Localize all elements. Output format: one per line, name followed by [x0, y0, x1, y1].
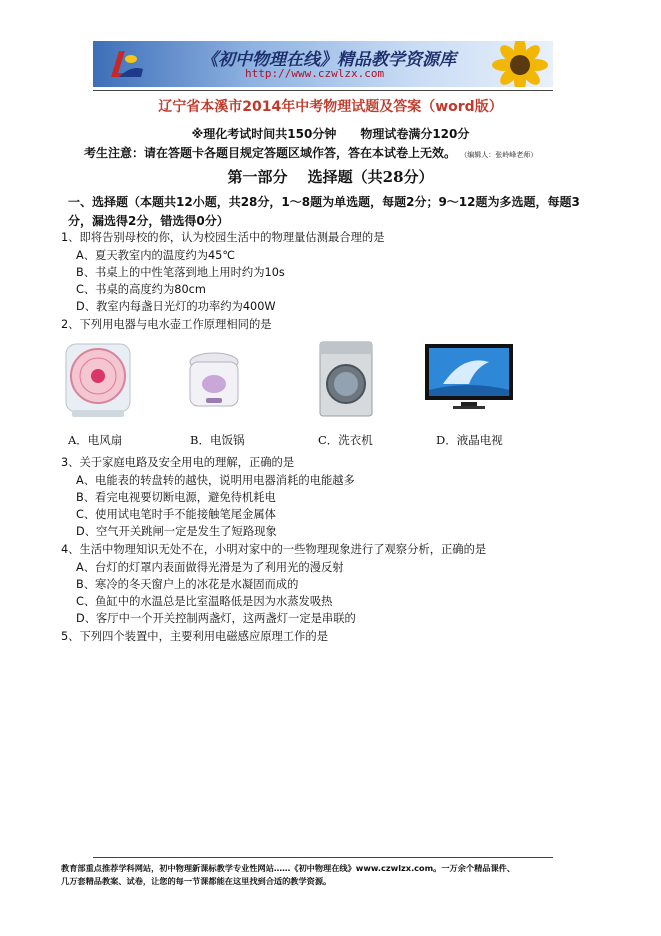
banner-url[interactable]: http://www.czwlzx.com: [245, 67, 385, 80]
appliance-label: C．洗衣机: [318, 433, 373, 447]
electric-fan-icon: [62, 340, 137, 420]
question-option: C、书桌的高度约为80cm: [76, 283, 206, 296]
washing-machine-icon: [316, 340, 376, 420]
exam-info: ※理化考试时间共150分钟 物理试卷满分120分: [191, 127, 470, 141]
question-option: A、台灯的灯罩内表面做得光滑是为了利用光的漫反射: [76, 561, 344, 574]
footer-line: 几万套精品教案、试卷，让您的每一节课都能在这里找到合适的教学资源。: [61, 876, 332, 886]
question-option: C、使用试电笔时手不能接触笔尾金属体: [76, 508, 276, 521]
question-option: A、夏天教室内的温度约为45℃: [76, 249, 236, 262]
question-option: B、寒冷的冬天窗户上的冰花是水凝固而成的: [76, 578, 299, 591]
question-option: A、电能表的转盘转的越快，说明用电器消耗的电能越多: [76, 474, 355, 487]
footer-rule: [93, 857, 553, 858]
editor-note: （编辑人：张岭峰老师）: [460, 151, 538, 159]
header-rule: [93, 90, 553, 91]
question-stem: 5、下列四个装置中，主要利用电磁感应原理工作的是: [61, 630, 329, 643]
appliance-label: D．液晶电视: [436, 433, 503, 447]
question-stem: 1、即将告别母校的你，认为校园生活中的物理量估测最合理的是: [61, 231, 385, 244]
question-stem: 4、生活中物理知识无处不在，小明对家中的一些物理现象进行了观察分析，正确的是: [61, 543, 487, 556]
document-title: 辽宁省本溪市2014年中考物理试题及答案（word版）: [158, 99, 503, 115]
sunflower-icon: [485, 41, 553, 87]
question-option: C、鱼缸中的水温总是比室温略低是因为水蒸发吸热: [76, 595, 333, 608]
banner-title: 《初中物理在线》精品教学资源库: [201, 50, 456, 70]
lcd-tv-icon: [423, 340, 515, 420]
question-option: D、空气开关跳闸一定是发生了短路现象: [76, 525, 277, 538]
question-option: D、教室内每盏日光灯的功率约为400W: [76, 300, 276, 313]
footer-line: 教育部重点推荐学科网站，初中物理新课标教学专业性网站……《初中物理在线》www.czwlzx.com。一万余个精品课件、: [61, 863, 516, 873]
header-banner: [93, 41, 553, 87]
section-heading: 一、选择题（本题共12小题，共28分，1～8题为单选题，每题2分；9～12题为多选题，每题3分，漏选得2分，错选得0分）: [68, 195, 580, 228]
question-option: B、书桌上的中性笔落到地上用时约为10s: [76, 266, 285, 279]
question-option: D、客厅中一个开关控制两盏灯，这两盏灯一定是串联的: [76, 612, 356, 625]
question-stem: 3、关于家庭电路及安全用电的理解，正确的是: [61, 456, 295, 469]
appliance-label: B．电饭锅: [190, 433, 245, 447]
appliance-label: A．电风扇: [68, 433, 123, 447]
question-stem: 2、下列用电器与电水壶工作原理相同的是: [61, 318, 272, 331]
question-option: B、看完电视要切断电源，避免待机耗电: [76, 491, 276, 504]
rice-cooker-icon: [187, 340, 242, 420]
exam-notice: [84, 144, 537, 161]
section-title: 第一部分 选择题（共28分）: [227, 168, 434, 186]
site-logo-icon: [105, 47, 145, 81]
notice-text: 考生注意：请在答题卡各题目规定答题区域作答，答在本试卷上无效。: [84, 146, 457, 160]
